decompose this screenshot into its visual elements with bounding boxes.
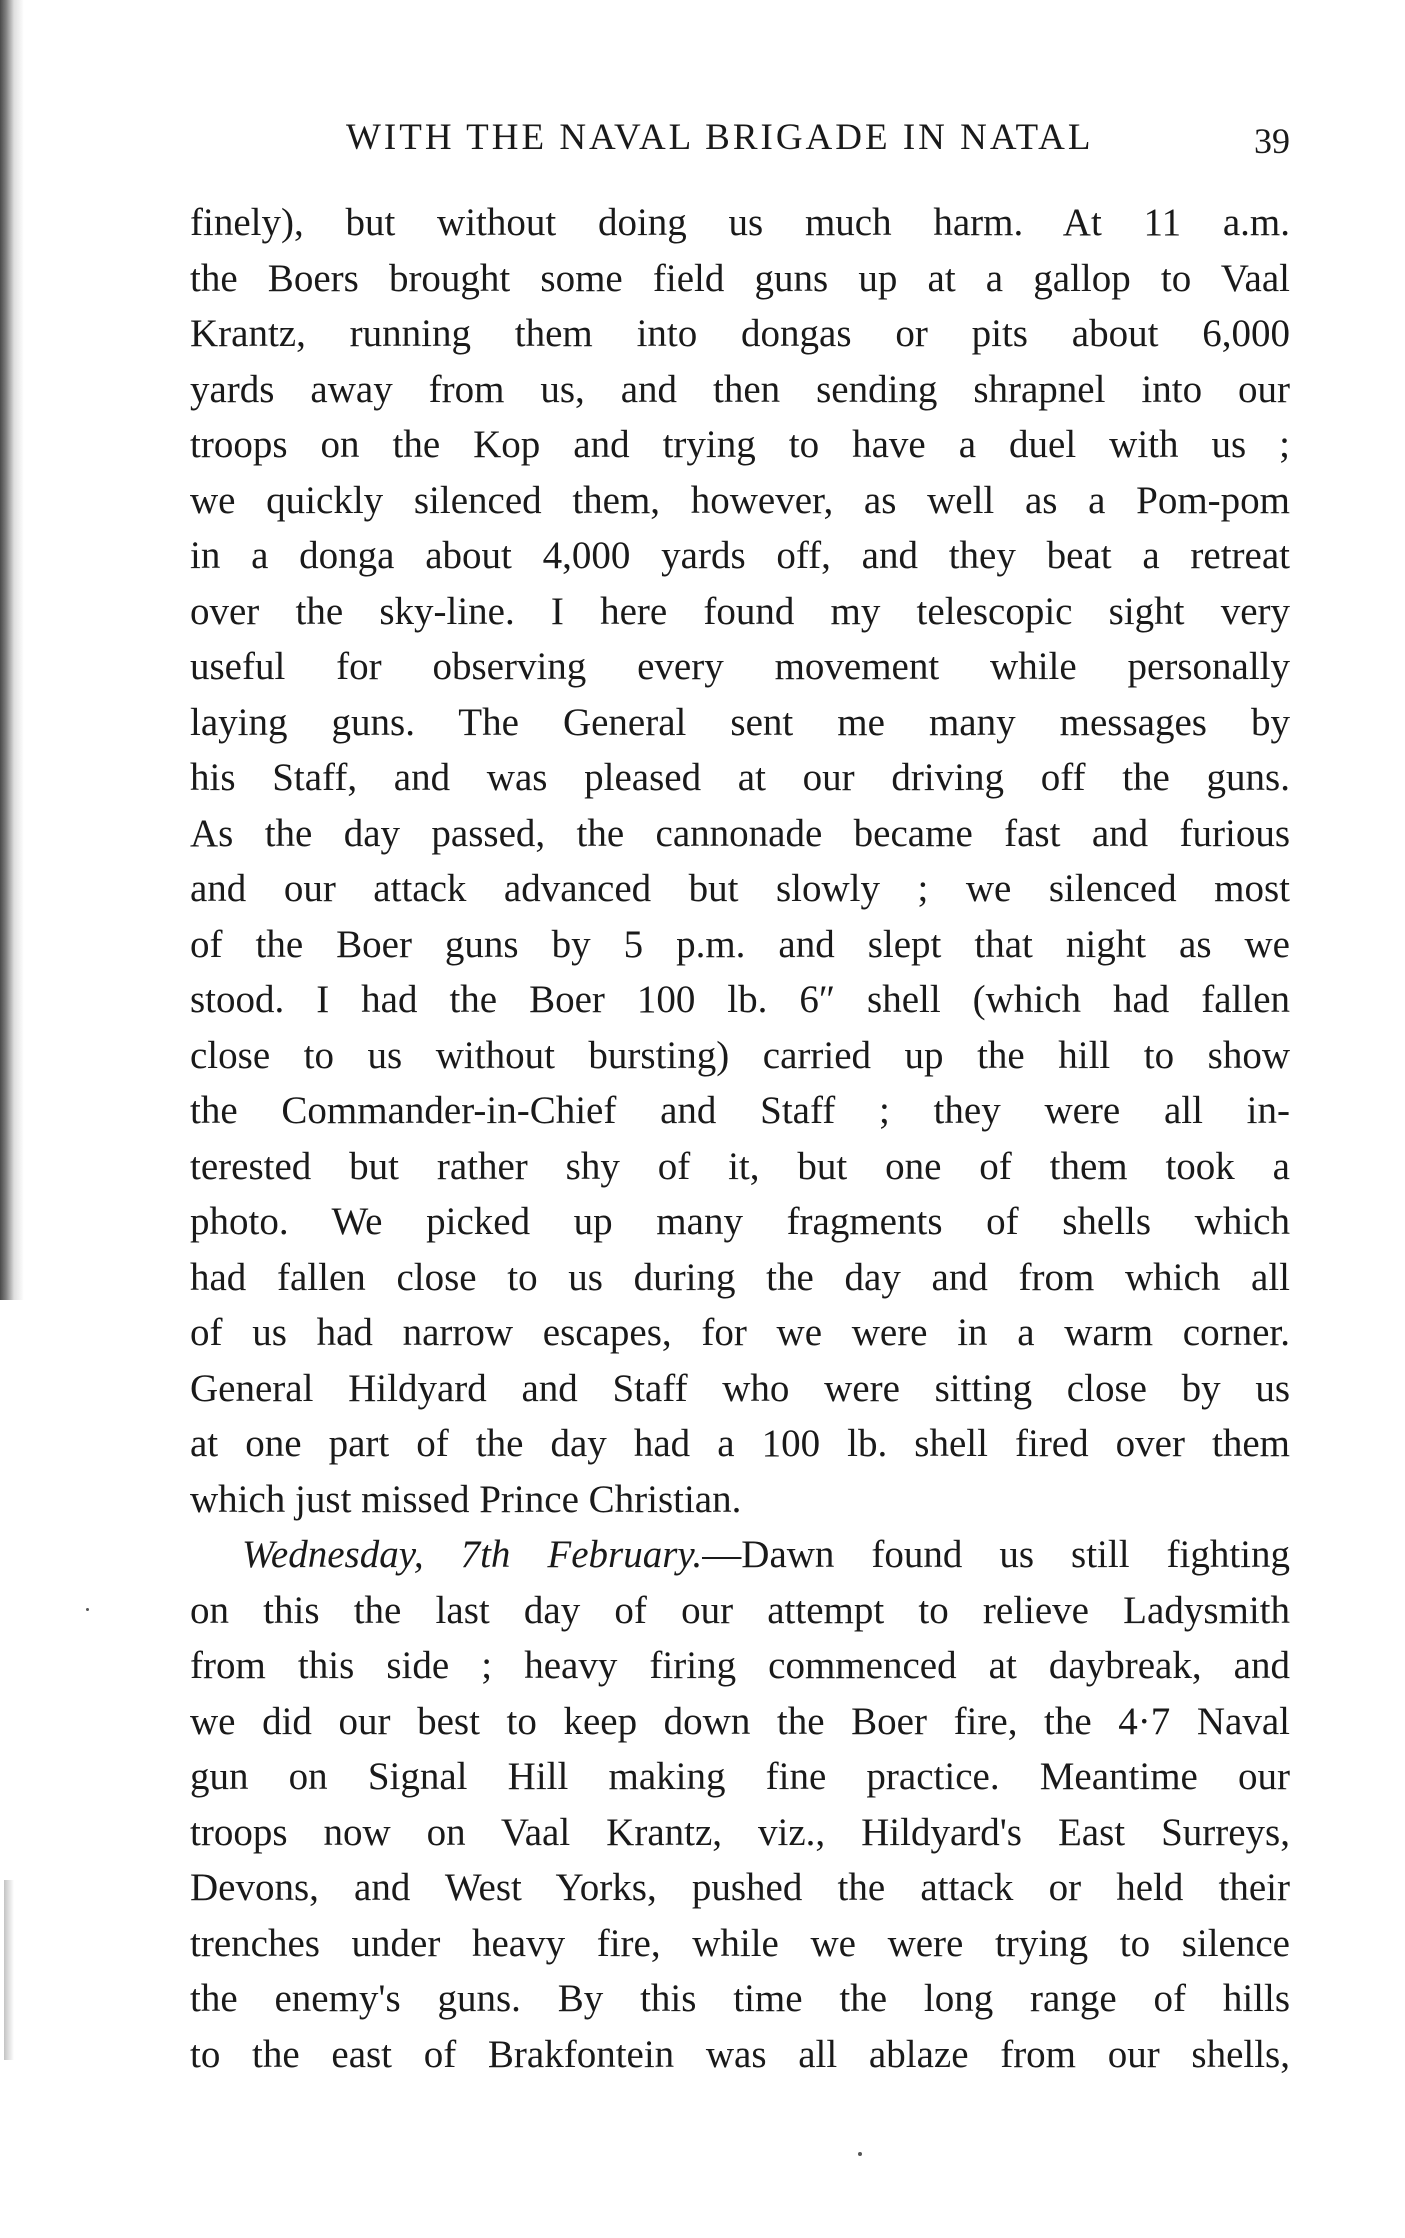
text-line: troops now on Vaal Krantz, viz., Hildyard's East Surreys, (190, 1810, 1290, 1854)
text-line: terested but rather shy of it, but one of them took a (190, 1144, 1290, 1188)
text-line: finely), but without doing us much harm. At 11 a.m. (190, 201, 1290, 244)
text-line: the Commander-in-Chief and Staff ; they were all in- (190, 1089, 1290, 1132)
text-line: to the east of Brakfontein was all ablaze from our shells, (190, 2032, 1290, 2076)
scan-speck (858, 2152, 862, 2156)
paragraph-1 (190, 195, 1290, 1527)
body-text (190, 195, 1290, 2082)
text-line: yards away from us, and then sending shrapnel into our (190, 367, 1290, 411)
text-line: we quickly silenced them, however, as well as a Pom-pom (190, 478, 1290, 522)
text-line: and our attack advanced but slowly ; we silenced most (190, 867, 1290, 910)
text-line: from this side ; heavy firing commenced at daybreak, and (190, 1644, 1290, 1687)
text-line: troops on the Kop and trying to have a duel with us ; (190, 423, 1290, 466)
text-line: which just missed Prince Christian. (190, 1477, 742, 1521)
text-line: laying guns. The General sent me many messages by (190, 700, 1290, 744)
text-line: at one part of the day had a 100 lb. shell fired over them (190, 1422, 1290, 1465)
text-line: useful for observing every movement while personally (190, 645, 1290, 688)
page-number: 39 (1254, 121, 1290, 161)
text-line: his Staff, and was pleased at our driving off the guns. (190, 756, 1290, 799)
text-line: of the Boer guns by 5 p.m. and slept that night as we (190, 922, 1290, 966)
text-line: trenches under heavy fire, while we were trying to silence (190, 1921, 1290, 1965)
text-line: Devons, and West Yorks, pushed the attack or held their (190, 1866, 1290, 1909)
scan-speck (86, 1608, 89, 1611)
text-line: gun on Signal Hill making fine practice. Meantime our (190, 1755, 1290, 1798)
paragraph-opening-line (190, 1527, 1290, 1583)
text-line: had fallen close to us during the day and from which all (190, 1255, 1290, 1299)
text-line: stood. I had the Boer 100 lb. 6″ shell (which had fallen (190, 978, 1290, 1021)
page-gutter-shadow-lower (4, 1880, 14, 2060)
text-line: As the day passed, the cannonade became fast and furious (190, 811, 1290, 855)
text-line: of us had narrow escapes, for we were in a warm corner. (190, 1311, 1290, 1354)
text-line: photo. We picked up many fragments of shells which (190, 1200, 1290, 1243)
page-gutter-shadow (0, 0, 26, 1300)
text-line: the enemy's guns. By this time the long range of hills (190, 1977, 1290, 2020)
text-line: the Boers brought some field guns up at a gallop to Vaal (190, 256, 1290, 300)
text-line: Krantz, running them into dongas or pits about 6,000 (190, 312, 1290, 355)
opening-line-text: —Dawn found us still fighting (702, 1533, 1290, 1576)
text-line: in a donga about 4,000 yards off, and they beat a retreat (190, 534, 1290, 577)
running-head: WITH THE NAVAL BRIGADE IN NATAL (346, 117, 1094, 158)
text-line: we did our best to keep down the Boer fire, the 4·7 Naval (190, 1699, 1290, 1743)
text-line: General Hildyard and Staff who were sitting close by us (190, 1366, 1290, 1410)
date-heading: Wednesday, 7th February. (242, 1533, 703, 1576)
text-line: on this the last day of our attempt to relieve Ladysmith (190, 1588, 1290, 1632)
text-line: over the sky-line. I here found my telescopic sight very (190, 589, 1290, 633)
text-line: close to us without bursting) carried up the hill to show (190, 1033, 1290, 1077)
page-header (190, 112, 1290, 162)
paragraph-2 (190, 1527, 1290, 2082)
